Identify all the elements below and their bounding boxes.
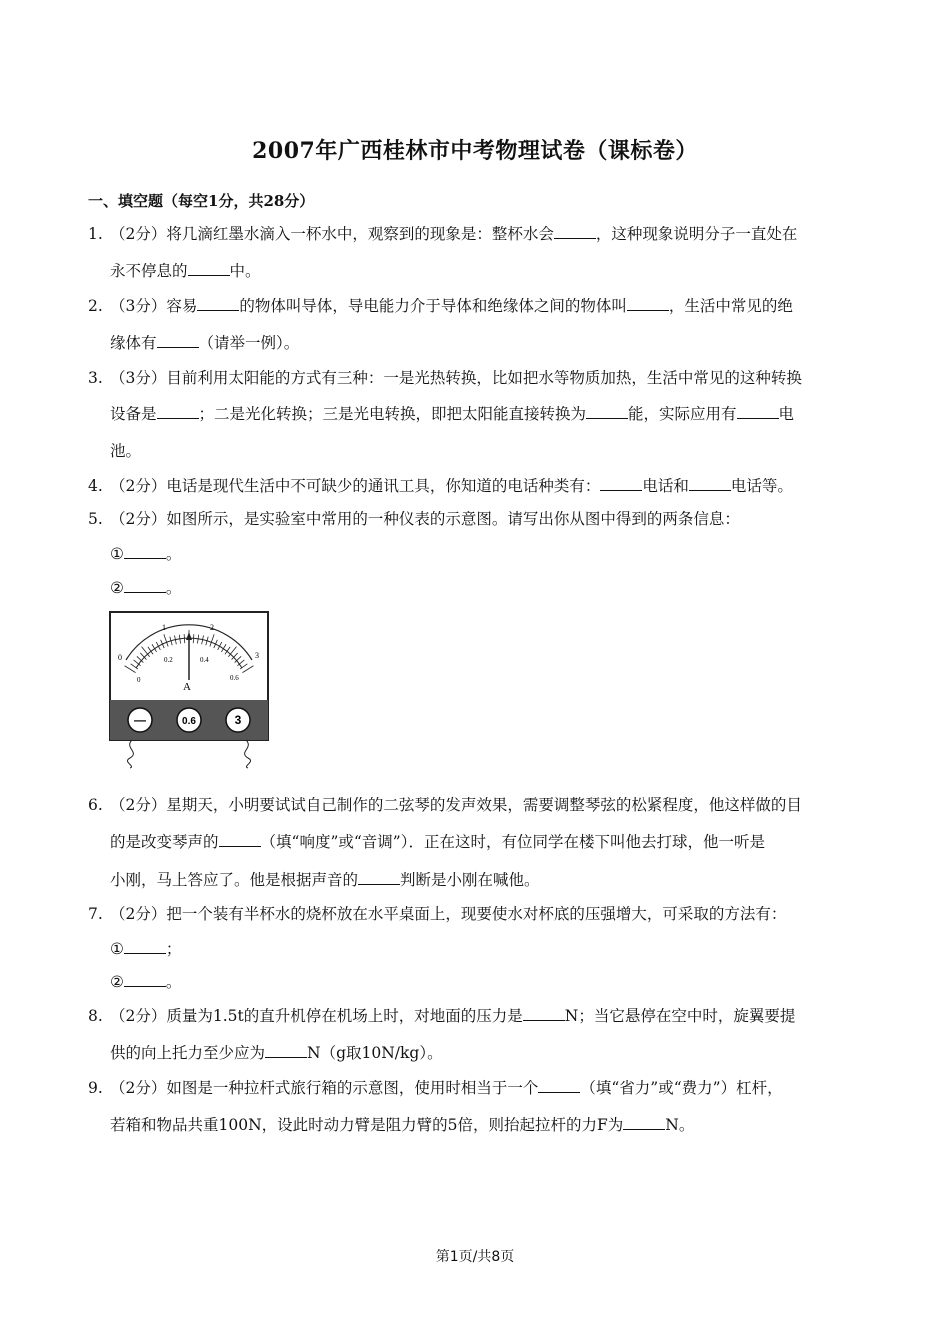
question-text: 电话和	[642, 477, 689, 495]
question-text: （3分）容易	[110, 297, 198, 315]
terminal-label: 3	[234, 713, 242, 727]
question-text: （填“响度”或“音调”）．正在这时，有位同学在楼下叫他去打球，他一听是	[260, 833, 765, 851]
upper-tick-label: 1	[162, 623, 166, 632]
answer-blank[interactable]	[219, 832, 261, 847]
answer-blank[interactable]	[124, 544, 166, 559]
answer-blank[interactable]	[124, 972, 166, 987]
question-5	[88, 509, 740, 529]
terminal-3[interactable]	[226, 708, 250, 732]
item-marker: ①	[110, 545, 124, 563]
answer-blank[interactable]	[124, 939, 166, 954]
question-text: ，生活中常见的绝	[668, 297, 793, 315]
question-text: 的是改变琴声的	[110, 833, 219, 851]
question-number: 1.	[88, 225, 103, 243]
question-number: 7.	[88, 905, 103, 923]
question-8-cont	[110, 1043, 443, 1063]
question-text: （2分）把一个装有半杯水的烧杯放在水平桌面上，现要使水对杯底的压强增大，可采取的方法有：	[110, 905, 787, 923]
question-3-cont	[110, 404, 794, 424]
question-text: （2分）如图所示，是实验室中常用的一种仪表的示意图。请写出你从图中得到的两条信息：	[110, 510, 740, 528]
question-text: 永不停息的	[110, 262, 188, 280]
question-text: N（g取10N/kg）。	[307, 1044, 443, 1062]
question-text: 电话等。	[730, 477, 793, 495]
question-text: ；二是光化转换；三是光电转换，即把太阳能直接转换为	[198, 405, 587, 423]
question-2	[88, 296, 793, 316]
question-5-item1	[110, 544, 181, 564]
lower-tick-label: 0.2	[164, 656, 173, 664]
terminal-label: —	[134, 713, 146, 727]
question-number: 3.	[88, 369, 103, 387]
question-text: （2分）将几滴红墨水滴入一杯水中，观察到的现象是：整杯水会	[110, 225, 554, 243]
answer-blank[interactable]	[538, 1078, 580, 1093]
question-text: ；	[165, 940, 182, 958]
upper-tick-label: 2	[210, 623, 214, 632]
question-7-item2	[110, 972, 181, 992]
terminal-negative[interactable]	[128, 708, 152, 732]
answer-blank[interactable]	[523, 1006, 565, 1021]
answer-blank[interactable]	[358, 870, 400, 885]
answer-blank[interactable]	[197, 296, 239, 311]
question-text: 供的向上托力至少应为	[110, 1044, 266, 1062]
upper-tick-label: 0	[118, 653, 122, 662]
answer-blank[interactable]	[689, 476, 731, 491]
question-7-item1	[110, 939, 181, 959]
answer-blank[interactable]	[124, 578, 166, 593]
question-number: 5.	[88, 510, 103, 528]
answer-blank[interactable]	[600, 476, 642, 491]
answer-blank[interactable]	[157, 333, 199, 348]
question-number: 4.	[88, 477, 103, 495]
question-8	[88, 1006, 795, 1026]
question-text: 。	[165, 545, 182, 563]
item-marker: ①	[110, 940, 124, 958]
unit-label: A	[183, 681, 191, 693]
question-3	[88, 368, 802, 388]
question-text: 若箱和物品共重100N，设此时动力臂是阻力臂的5倍，则抬起拉杆的力F为	[110, 1116, 624, 1134]
terminal-label: 0.6	[182, 716, 196, 727]
question-text: （请举一例）。	[198, 334, 300, 352]
question-text: 池。	[110, 442, 142, 460]
question-text: （3分）目前利用太阳能的方式有三种：一是光热转换，比如把水等物质加热，生活中常见的这种转换	[110, 369, 802, 387]
question-text: 电	[778, 405, 795, 423]
answer-blank[interactable]	[623, 1115, 665, 1130]
question-text: ，这种现象说明分子一直处在	[595, 225, 798, 243]
question-text: （填“省力”或“费力”）杠杆，	[580, 1079, 783, 1097]
question-7	[88, 904, 786, 924]
terminal-0.6[interactable]	[177, 708, 201, 732]
question-text: 能，实际应用有	[628, 405, 737, 423]
item-marker: ②	[110, 973, 124, 991]
question-number: 9.	[88, 1079, 103, 1097]
lower-tick-label: 0.6	[230, 674, 239, 682]
question-2-cont	[110, 333, 299, 353]
answer-blank[interactable]	[627, 296, 669, 311]
page-title: 2007年广西桂林市中考物理试卷（课标卷）	[252, 138, 698, 164]
question-text: 中。	[229, 262, 261, 280]
question-number: 2.	[88, 297, 103, 315]
left-wire	[127, 740, 133, 768]
upper-tick-label: 3	[255, 651, 259, 660]
answer-blank[interactable]	[188, 261, 230, 276]
item-marker: ②	[110, 579, 124, 597]
question-text: 的物体叫导体，导电能力介于导体和绝缘体之间的物体叫	[239, 297, 627, 315]
question-text: 判断是小刚在喊他。	[400, 871, 540, 889]
question-text: N；当它悬停在空中时，旋翼要提	[564, 1007, 796, 1025]
right-wire	[245, 740, 251, 768]
page-footer: 第1页/共8页	[435, 1249, 515, 1265]
question-text: （2分）质量为1.5t的直升机停在机场上时，对地面的压力是	[110, 1007, 523, 1025]
question-6-cont	[110, 832, 765, 852]
question-1-cont	[110, 261, 261, 281]
answer-blank[interactable]	[265, 1043, 307, 1058]
question-9-cont	[110, 1115, 694, 1135]
question-5-item2	[110, 578, 181, 598]
question-text: 。	[165, 579, 182, 597]
answer-blank[interactable]	[737, 404, 779, 419]
question-6	[88, 795, 802, 815]
section-heading: 一、填空题（每空1分，共28分）	[88, 192, 315, 210]
question-text: 设备是	[110, 405, 157, 423]
ammeter-figure	[106, 608, 272, 770]
question-4	[88, 476, 793, 496]
lower-tick-label: 0.4	[200, 656, 209, 664]
question-text: 小刚，马上答应了。他是根据声音的	[110, 871, 359, 889]
answer-blank[interactable]	[554, 224, 596, 239]
question-1	[88, 224, 797, 244]
question-text: （2分）电话是现代生活中不可缺少的通讯工具，你知道的电话种类有：	[110, 477, 601, 495]
question-9	[88, 1078, 783, 1098]
question-text: （2分）如图是一种拉杆式旅行箱的示意图，使用时相当于一个	[110, 1079, 539, 1097]
question-text: 缘体有	[110, 334, 157, 352]
answer-blank[interactable]	[157, 404, 199, 419]
question-number: 6.	[88, 796, 103, 814]
question-text: 。	[165, 973, 182, 991]
question-text: （2分）星期天，小明要试试自己制作的二弦琴的发声效果，需要调整琴弦的松紧程度，他这样做的目	[110, 796, 802, 814]
question-3-cont2	[110, 441, 141, 461]
question-6-cont2	[110, 870, 540, 890]
question-text: N。	[665, 1116, 695, 1134]
question-number: 8.	[88, 1007, 103, 1025]
answer-blank[interactable]	[586, 404, 628, 419]
lower-tick-label: 0	[137, 676, 141, 684]
